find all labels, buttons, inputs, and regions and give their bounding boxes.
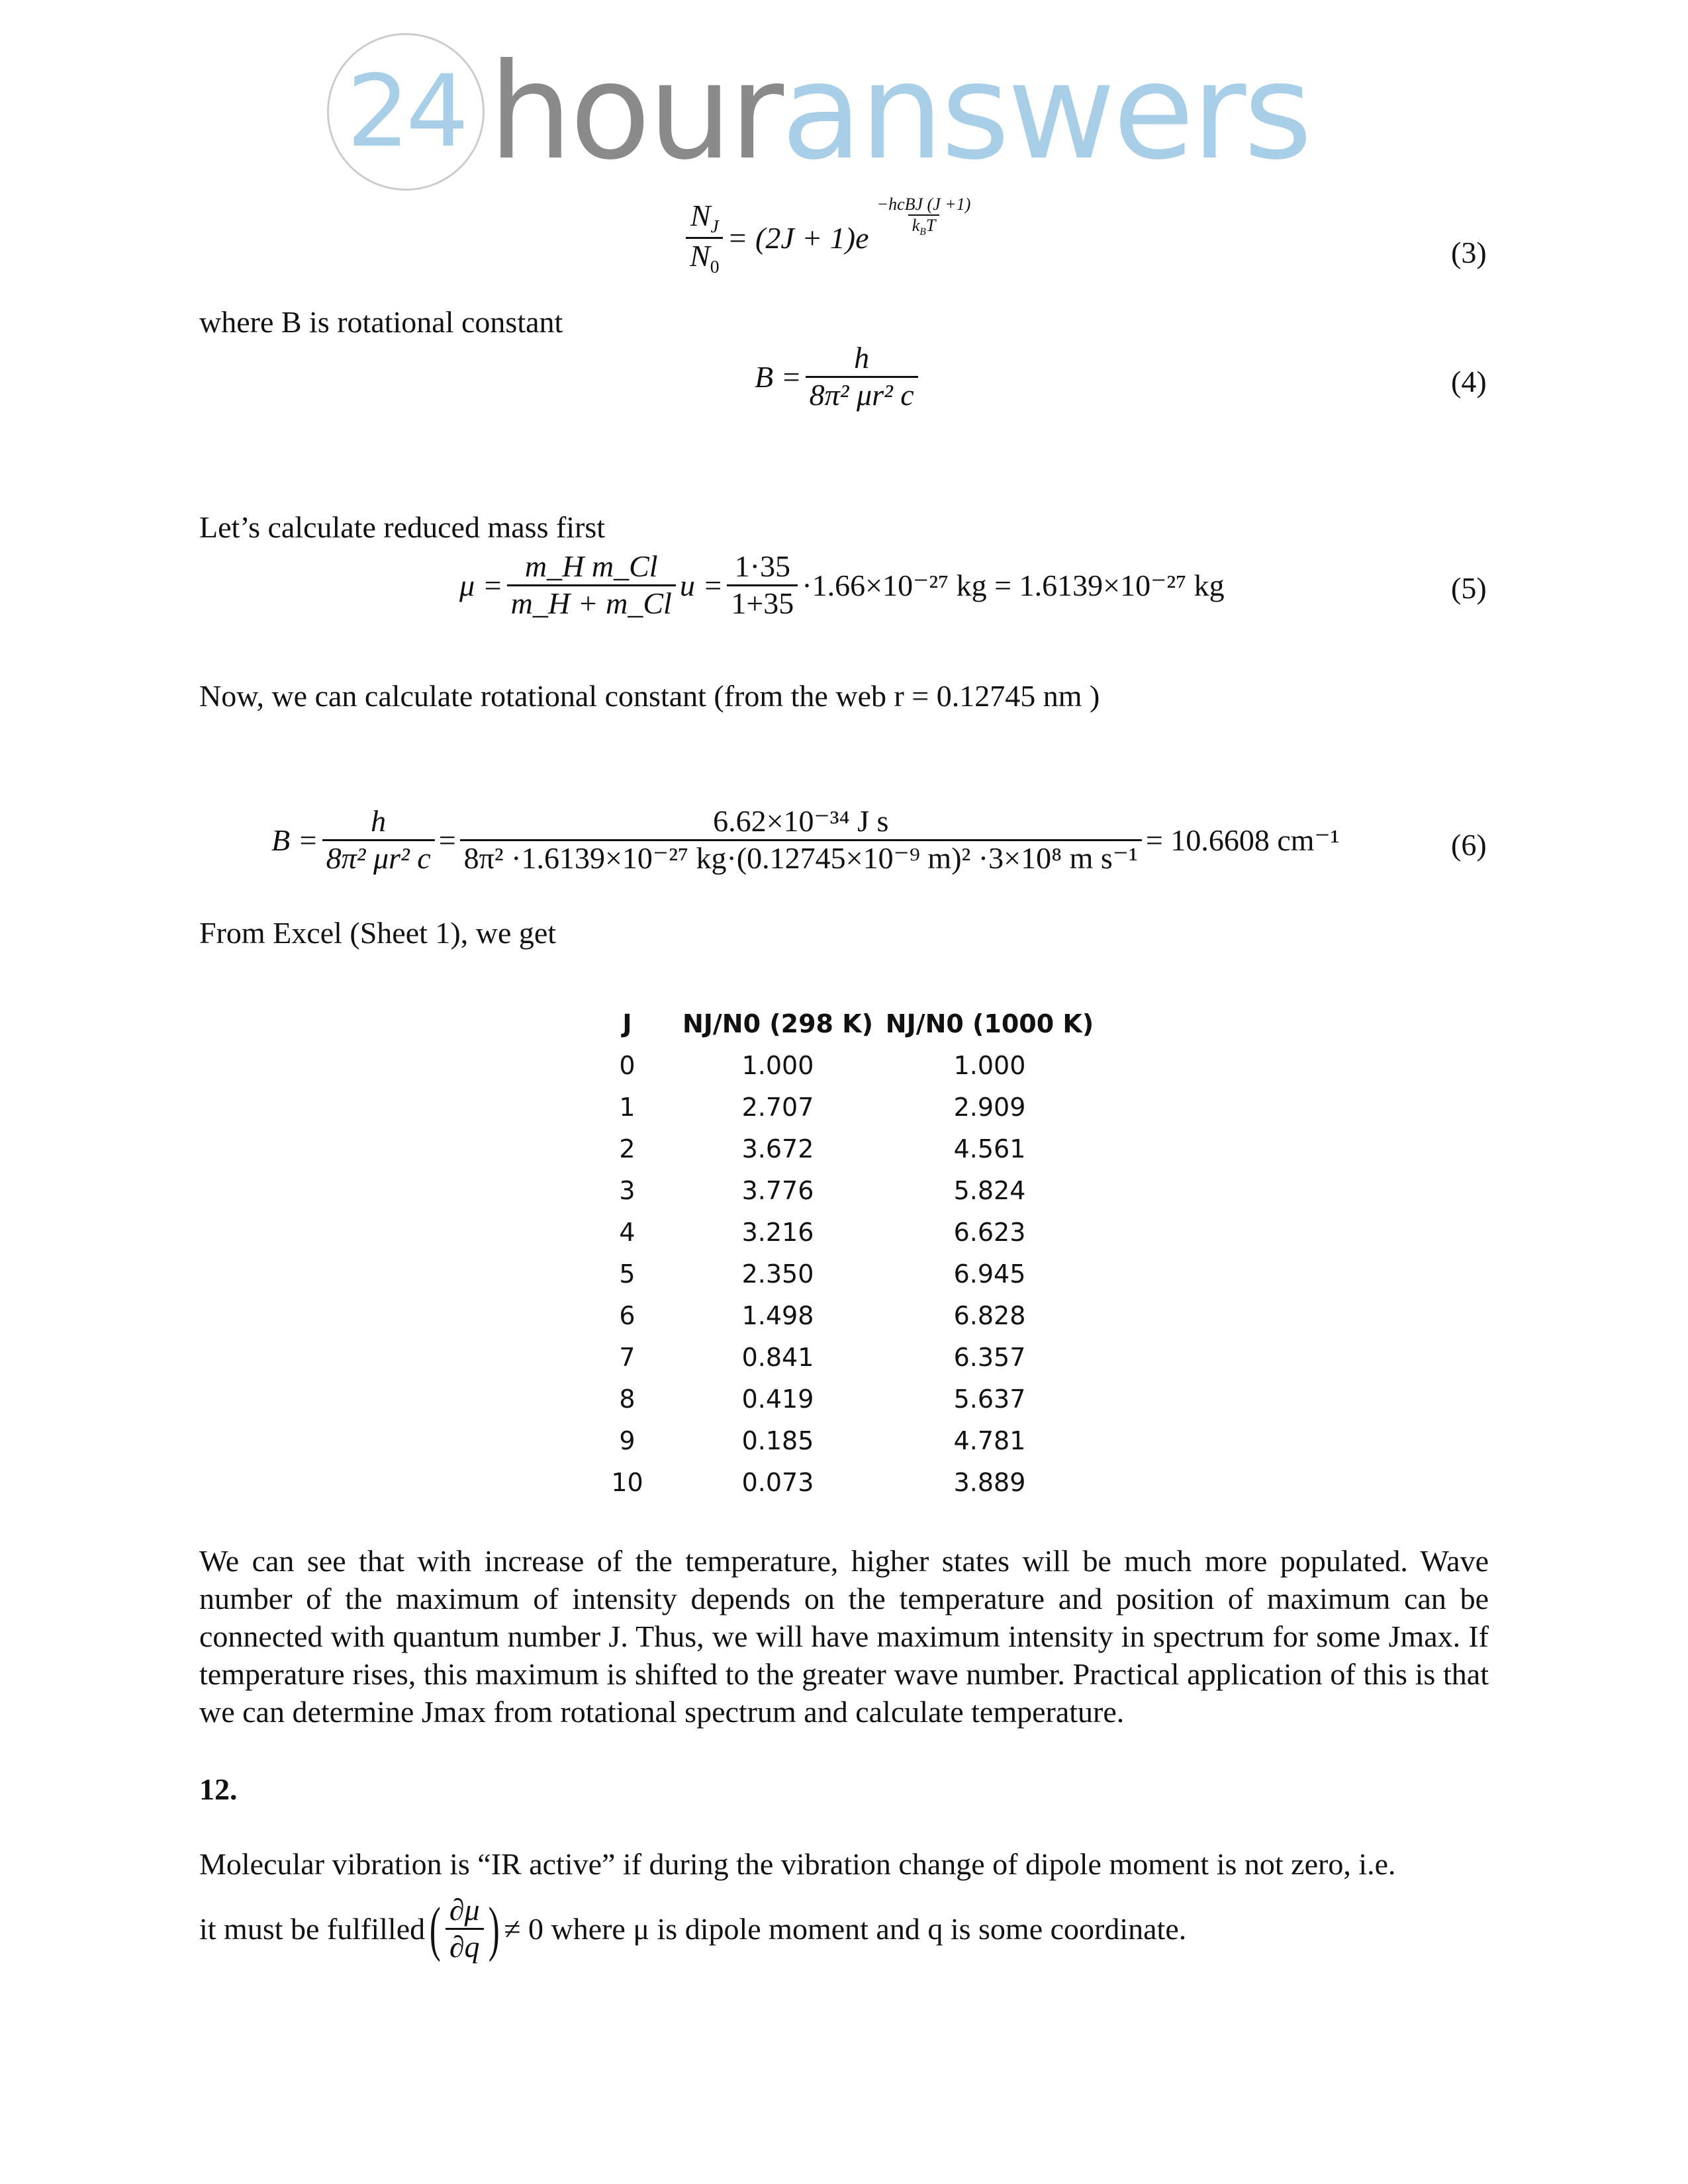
table-cell: 3.672 bbox=[741, 1134, 814, 1163]
table-cell: 8 bbox=[619, 1384, 635, 1414]
table-cell: 6.945 bbox=[953, 1259, 1026, 1289]
table-cell: 3.889 bbox=[953, 1467, 1026, 1497]
table-row bbox=[583, 1086, 1096, 1128]
logo-24houranswers bbox=[327, 33, 1310, 191]
table-cell: 3.776 bbox=[741, 1175, 814, 1205]
table-row bbox=[583, 1044, 1096, 1086]
equation-number-3: (3) bbox=[1451, 236, 1487, 269]
table-cell: 2.707 bbox=[741, 1092, 814, 1122]
text-where: where B is rotational constant bbox=[199, 305, 563, 339]
table-cell: 1.000 bbox=[741, 1050, 814, 1080]
table-cell: 4 bbox=[619, 1217, 635, 1247]
table-row bbox=[583, 1169, 1096, 1211]
table-cell: 1.000 bbox=[953, 1050, 1026, 1080]
logo-circle: 24 bbox=[327, 33, 485, 191]
table-cell: 1 bbox=[619, 1092, 635, 1122]
table-row bbox=[583, 1378, 1096, 1420]
table-cell: 0.841 bbox=[741, 1342, 814, 1372]
table-row bbox=[583, 1253, 1096, 1295]
text-reduced-mass: Let’s calculate reduced mass first bbox=[199, 510, 606, 544]
logo-word-hour: hour bbox=[489, 34, 782, 189]
table-cell: 4.561 bbox=[953, 1134, 1026, 1163]
table-cell: 5.824 bbox=[953, 1175, 1026, 1205]
equation-5: μ = $\frac{\text{m\_H m\_Cl}}{m\_H + m\_Cl}$ u = $\frac{1\cdot 35}{1+35}$ ·1.66×10⁻²⁷ kg = 1.6139×10⁻²⁷ kg bbox=[459, 549, 1225, 620]
table-cell: 3 bbox=[619, 1175, 635, 1205]
table-cell: 3.216 bbox=[741, 1217, 814, 1247]
paragraph-temperature: We can see that with increase of the temperature, higher states will be much more populated. Wave number of the maximum of intensity depends on the temperature and position of maximum can be connected with quantum number J. Thus, we will have maximum intensity in spectrum for some Jmax. If temperature rises, this maximum is shifted to the greater wave number. Practical application of this is that we can determine Jmax from rotational spectrum and calculate temperature. bbox=[199, 1544, 1489, 1729]
table-cell: 10 bbox=[611, 1467, 643, 1497]
table-row bbox=[583, 1211, 1096, 1253]
table-row bbox=[583, 1295, 1096, 1336]
equation-number-4: (4) bbox=[1451, 365, 1487, 398]
table-cell: 2.350 bbox=[741, 1259, 814, 1289]
table-cell: 0.419 bbox=[741, 1384, 814, 1414]
table-row bbox=[583, 1461, 1096, 1503]
text-now: Now, we can calculate rotational constant (from the web r = 0.12745 nm ) bbox=[199, 679, 1100, 713]
table-row bbox=[583, 1128, 1096, 1169]
logo-word-answers: answers bbox=[781, 34, 1310, 189]
table-cell: 9 bbox=[619, 1426, 635, 1455]
table-cell: 6 bbox=[619, 1300, 635, 1330]
table-row bbox=[583, 1336, 1096, 1378]
table-cell: 7 bbox=[619, 1342, 635, 1372]
table-cell: 0.073 bbox=[741, 1467, 814, 1497]
table-header: J NJ/N0 (298 K) NJ/N0 (1000 K) bbox=[622, 1009, 1094, 1038]
equation-ir: it must be fulfilled ( $\frac{\partial\mu}{\partial q}$ ) ≠ 0 where μ is dipole moment and q is some coordinate. bbox=[199, 1893, 1187, 1964]
table-cell: 0 bbox=[619, 1050, 635, 1080]
equation-6: B = $\frac{h}{\text{8π² μr² c}}$ = $\frac{\text{6.62×10⁻³⁴ J s}}{\text{8π² ·1.6139×10⁻²⁷ kg·(0.12745×10⁻⁹ m)² ·3×10⁸ m s⁻¹}}$ = 10.6608 cm⁻¹ bbox=[271, 804, 1340, 875]
equation-4: B = $\frac{h}{\text{8π² μr² c}}$ bbox=[755, 341, 922, 413]
table-cell: 6.623 bbox=[953, 1217, 1026, 1247]
table-cell: 2.909 bbox=[953, 1092, 1026, 1122]
table-row bbox=[583, 1420, 1096, 1461]
equation-3: $\frac{N_J}{N_0}$ = (2J + 1)e $\frac{\text{−hcBJ (J +1)}}{k_BT}$ bbox=[682, 199, 978, 277]
equation-number-6: (6) bbox=[1451, 828, 1487, 862]
table-cell: 6.828 bbox=[953, 1300, 1026, 1330]
table-cell: 0.185 bbox=[741, 1426, 814, 1455]
equation-number-5: (5) bbox=[1451, 571, 1487, 605]
table-cell: 5.637 bbox=[953, 1384, 1026, 1414]
table-cell: 5 bbox=[619, 1259, 635, 1289]
text-from-excel: From Excel (Sheet 1), we get bbox=[199, 916, 557, 950]
table-cell: 4.781 bbox=[953, 1426, 1026, 1455]
text-ir-active: Molecular vibration is “IR active” if during the vibration change of dipole moment is not zero, i.e. bbox=[199, 1847, 1396, 1881]
table-cell: 6.357 bbox=[953, 1342, 1026, 1372]
table-cell: 1.498 bbox=[741, 1300, 814, 1330]
table-cell: 2 bbox=[619, 1134, 635, 1163]
population-table bbox=[583, 1003, 1096, 1503]
section-number: 12. bbox=[199, 1772, 238, 1806]
